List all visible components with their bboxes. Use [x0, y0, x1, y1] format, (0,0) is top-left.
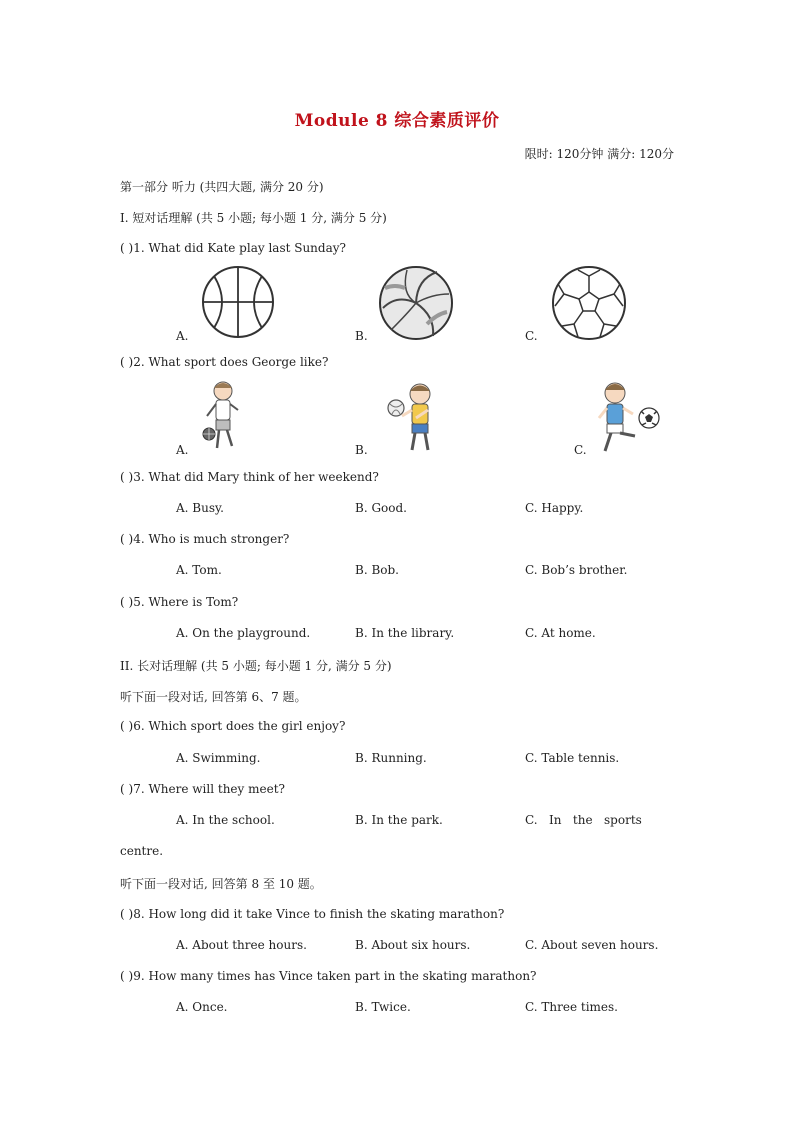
answer-blank[interactable]: ( ) [120, 241, 134, 255]
question-stem: 3. What did Mary think of her weekend? [133, 470, 379, 484]
answer-blank[interactable]: ( ) [120, 532, 134, 546]
q7-option-c-wrap: centre. [120, 844, 164, 858]
answer-blank[interactable]: ( ) [120, 719, 134, 733]
q3-option-a[interactable]: A. Busy. [176, 501, 224, 515]
q4-option-a[interactable]: A. Tom. [176, 563, 222, 577]
question-2 [120, 355, 328, 369]
answer-blank[interactable]: ( ) [120, 907, 134, 921]
q8-option-c[interactable]: C. About seven hours. [525, 938, 659, 952]
q3-option-b[interactable]: B. Good. [355, 501, 407, 515]
q7-option-c[interactable]: C. In the sports [525, 813, 642, 827]
question-1 [120, 241, 346, 255]
q5-option-b[interactable]: B. In the library. [355, 626, 455, 640]
q4-option-c[interactable]: C. Bob’s brother. [525, 563, 628, 577]
q2-option-a[interactable]: A. [176, 443, 189, 457]
q1-option-c[interactable]: C. [525, 329, 538, 343]
question-8 [120, 907, 504, 921]
q5-option-a[interactable]: A. On the playground. [176, 626, 311, 640]
question-5 [120, 595, 238, 609]
section2-heading: II. 长对话理解 (共 5 小题; 每小题 1 分, 满分 5 分) [120, 659, 392, 673]
page-title: Module 8 综合素质评价 [294, 111, 500, 131]
q7-option-a[interactable]: A. In the school. [176, 813, 275, 827]
q2-option-c[interactable]: C. [574, 443, 587, 457]
basketball-icon [200, 264, 276, 340]
q9-option-c[interactable]: C. Three times. [525, 1000, 618, 1014]
boy-football-icon [597, 378, 663, 456]
question-7 [120, 782, 285, 796]
instruction-q6-7: 听下面一段对话, 回答第 6、7 题。 [120, 690, 307, 704]
time-score-limit: 限时: 120分钟 满分: 120分 [524, 147, 674, 161]
q2-option-b[interactable]: B. [355, 443, 368, 457]
answer-blank[interactable]: ( ) [120, 595, 134, 609]
volleyball-icon [377, 264, 455, 342]
football-icon [550, 264, 628, 342]
answer-blank[interactable]: ( ) [120, 470, 134, 484]
question-stem: 5. Where is Tom? [133, 595, 239, 609]
q3-option-c[interactable]: C. Happy. [525, 501, 584, 515]
part1-heading: 第一部分 听力 (共四大题, 满分 20 分) [120, 180, 324, 194]
question-stem: 4. Who is much stronger? [133, 532, 290, 546]
answer-blank[interactable]: ( ) [120, 969, 134, 983]
q5-option-c[interactable]: C. At home. [525, 626, 596, 640]
q9-option-b[interactable]: B. Twice. [355, 1000, 411, 1014]
q8-option-a[interactable]: A. About three hours. [176, 938, 307, 952]
answer-blank[interactable]: ( ) [120, 355, 134, 369]
question-stem: 6. Which sport does the girl enjoy? [133, 719, 346, 733]
q6-option-c[interactable]: C. Table tennis. [525, 751, 620, 765]
question-stem: 1. What did Kate play last Sunday? [133, 241, 346, 255]
q1-option-b[interactable]: B. [355, 329, 368, 343]
question-3 [120, 470, 379, 484]
question-9 [120, 969, 537, 983]
q4-option-b[interactable]: B. Bob. [355, 563, 399, 577]
q1-option-a[interactable]: A. [176, 329, 189, 343]
q9-option-a[interactable]: A. Once. [176, 1000, 228, 1014]
question-stem: 7. Where will they meet? [133, 782, 285, 796]
instruction-q8-10: 听下面一段对话, 回答第 8 至 10 题。 [120, 877, 322, 891]
question-stem: 2. What sport does George like? [133, 355, 329, 369]
section1-heading: I. 短对话理解 (共 5 小题; 每小题 1 分, 满分 5 分) [120, 211, 387, 225]
q6-option-b[interactable]: B. Running. [355, 751, 427, 765]
question-4 [120, 532, 289, 546]
q8-option-b[interactable]: B. About six hours. [355, 938, 471, 952]
question-6 [120, 719, 345, 733]
answer-blank[interactable]: ( ) [120, 782, 134, 796]
q6-option-a[interactable]: A. Swimming. [176, 751, 261, 765]
question-stem: 9. How many times has Vince taken part in the skating marathon? [133, 969, 537, 983]
boy-volleyball-icon [386, 378, 440, 454]
boy-basketball-icon [200, 378, 246, 454]
q7-option-b[interactable]: B. In the park. [355, 813, 443, 827]
question-stem: 8. How long did it take Vince to finish the skating marathon? [133, 907, 505, 921]
